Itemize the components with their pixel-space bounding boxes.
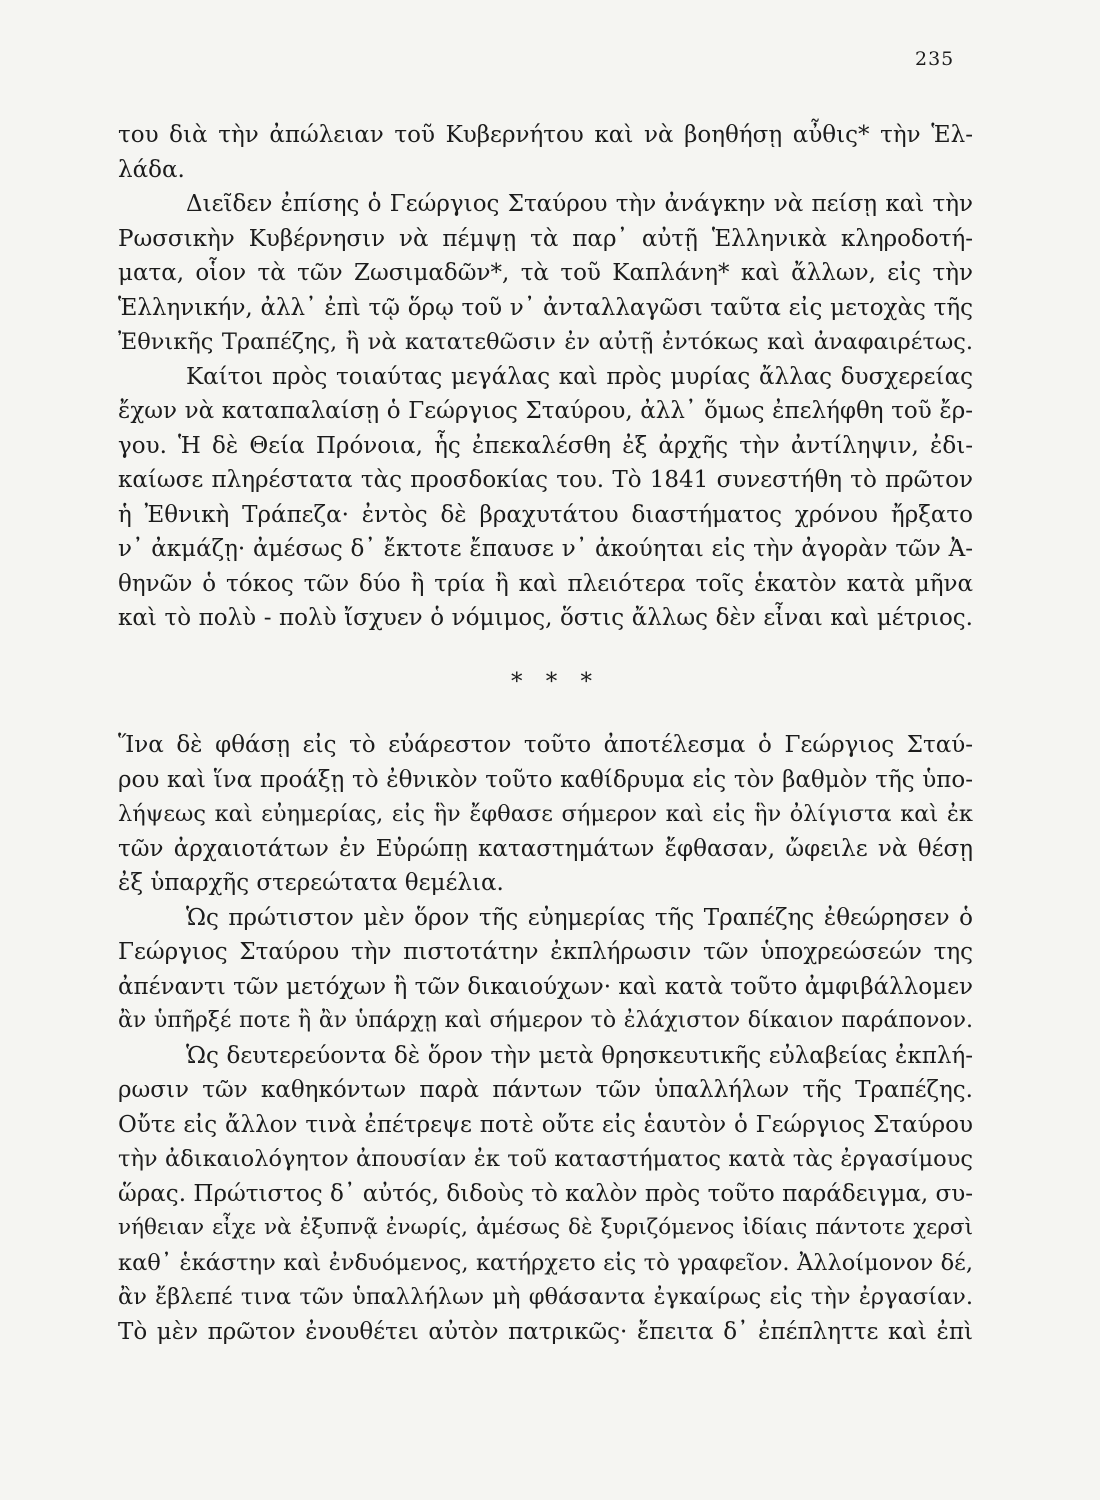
text-line: Ἐθνικῆς Τραπέζης, ἢ νὰ κατατεθῶσιν ἐν αὐτῇ ἐντόκως καὶ ἀναφαιρέτως. <box>118 329 973 355</box>
paragraph-start-line: Καίτοι πρὸς τοιαύτας μεγάλας καὶ πρὸς μυρίας ἄλλας δυσχερείας <box>186 363 973 390</box>
text-line: ματα, οἷον τὰ τῶν Ζωσιμαδῶν*, τὰ τοῦ Καπλάνη* καὶ ἄλλων, εἰς τὴν <box>118 260 973 286</box>
text-line: ἂν ἔβλεπέ τινα τῶν ὑπαλλήλων μὴ φθάσαντα ἐγκαίρως εἰς τὴν ἐργασίαν. <box>118 1284 973 1310</box>
text-line: ἐξ ὑπαρχῆς στερεώτατα θεμέλια. <box>118 870 504 896</box>
text-line: Οὔτε εἰς ἄλλον τινὰ ἐπέτρεψε ποτὲ οὔτε εἰς ἑαυτὸν ὁ Γεώργιος Σταύρου <box>118 1111 973 1138</box>
spacer <box>118 636 973 665</box>
text-line: ρωσιν τῶν καθηκόντων παρὰ πάντων τῶν ὑπαλλήλων τῆς Τραπέζης. <box>118 1077 973 1103</box>
text-line: ἂν ὑπῆρξέ ποτε ἢ ἂν ὑπάρχῃ καὶ σήμερον τὸ ἐλάχιστον δίκαιον παράπονον. <box>118 1008 973 1033</box>
text-line: ἔχων νὰ καταπαλαίσῃ ὁ Γεώργιος Σταύρου, ἀλλ᾽ ὅμως ἐπελήφθη τοῦ ἔρ- <box>118 398 973 424</box>
text-line: του διὰ τὴν ἀπώλειαν τοῦ Κυβερνήτου καὶ νὰ βοηθήσῃ αὖθις* τὴν Ἑλ- <box>118 122 973 148</box>
text-line: ν᾽ ἀκμάζῃ· ἀμέσως δ᾽ ἔκτοτε ἔπαυσε ν᾽ ἀκούηται εἰς τὴν ἀγορὰν τῶν Ἀ- <box>118 536 973 562</box>
paragraph-start-line: Διεῖδεν ἐπίσης ὁ Γεώργιος Σταύρου τὴν ἀνάγκην νὰ πείσῃ καὶ τὴν <box>186 191 973 217</box>
section-separator: * * * <box>510 668 601 695</box>
text-line: νήθειαν εἶχε νὰ ἐξυπνᾷ ἐνωρίς, ἀμέσως δὲ ξυριζόμενος ἰδίαις πάντοτε χερσὶ <box>118 1215 973 1240</box>
text-line: γου. Ἡ δὲ Θεία Πρόνοια, ἧς ἐπεκαλέσθη ἐξ ἀρχῆς τὴν ἀντίληψιν, ἐδι- <box>118 432 973 459</box>
paragraph-start-line: Ἵνα δὲ φθάσῃ εἰς τὸ εὐάρεστον τοῦτο ἀποτέλεσμα ὁ Γεώργιος Σταύ- <box>118 732 973 758</box>
text-line: ρου καὶ ἵνα προάξῃ τὸ ἐθνικὸν τοῦτο καθίδρυμα εἰς τὸν βαθμὸν τῆς ὑπο- <box>118 766 973 793</box>
text-line: Τὸ μὲν πρῶτον ἐνουθέτει αὐτὸν πατρικῶς· ἔπειτα δ᾽ ἐπέπληττε καὶ ἐπὶ <box>118 1318 973 1345</box>
paragraph-start-line: Ὡς πρώτιστον μὲν ὅρον τῆς εὐημερίας τῆς Τραπέζης ἐθεώρησεν ὁ <box>186 904 973 931</box>
text-line: λήψεως καὶ εὐημερίας, εἰς ἣν ἔφθασε σήμερον καὶ εἰς ἣν ὀλίγιστα καὶ ἐκ <box>118 801 973 827</box>
text-line: θηνῶν ὁ τόκος τῶν δύο ἢ τρία ἢ καὶ πλειότερα τοῖς ἑκατὸν κατὰ μῆνα <box>118 570 973 597</box>
page-number: 235 <box>915 48 955 70</box>
text-line: καίωσε πληρέστατα τὰς προσδοκίας του. Τὸ 1841 συνεστήθη τὸ πρῶτον <box>118 467 973 493</box>
paragraph-start-line: Ὡς δευτερεύοντα δὲ ὅρον τὴν μετὰ θρησκευτικῆς εὐλαβείας ἐκπλή- <box>186 1042 973 1069</box>
text-line: τὴν ἀδικαιολόγητον ἀπουσίαν ἐκ τοῦ καταστήματος κατὰ τὰς ἐργασίμους <box>118 1146 973 1172</box>
text-line: ἡ Ἐθνικὴ Τράπεζα· ἐντὸς δὲ βραχυτάτου διαστήματος χρόνου ἤρξατο <box>118 501 973 528</box>
text-line: ἀπέναντι τῶν μετόχων ἢ τῶν δικαιούχων· καὶ κατὰ τοῦτο ἀμφιβάλλομεν <box>118 973 973 1000</box>
text-line: Ρωσσικὴν Κυβέρνησιν νὰ πέμψῃ τὰ παρ᾽ αὐτῇ Ἑλληνικὰ κληροδοτή- <box>118 225 973 252</box>
page-body <box>118 118 973 1349</box>
text-line: καθ᾽ ἑκάστην καὶ ἐνδυόμενος, κατήρχετο εἰς τὸ γραφεῖον. Ἀλλοίμονον δέ, <box>118 1249 973 1276</box>
text-line: λάδα. <box>118 156 185 183</box>
text-line: ὥρας. Πρώτιστος δ᾽ αὐτός, διδοὺς τὸ καλὸν πρὸς τοῦτο παράδειγμα, συ- <box>118 1180 973 1207</box>
text-line: Γεώργιος Σταύρου τὴν πιστοτάτην ἐκπλήρωσιν τῶν ὑποχρεώσεών της <box>118 939 973 965</box>
spacer <box>118 699 973 728</box>
text-line: τῶν ἀρχαιοτάτων ἐν Εὐρώπῃ καταστημάτων ἔφθασαν, ὤφειλε νὰ θέσῃ <box>118 835 973 862</box>
text-line: καὶ τὸ πολὺ - πολὺ ἴσχυεν ὁ νόμιμος, ὅστις ἄλλως δὲν εἶναι καὶ μέτριος. <box>118 605 973 631</box>
text-line: Ἑλληνικήν, ἀλλ᾽ ἐπὶ τῷ ὅρῳ τοῦ ν᾽ ἀνταλλαγῶσι ταῦτα εἰς μετοχὰς τῆς <box>118 294 973 321</box>
